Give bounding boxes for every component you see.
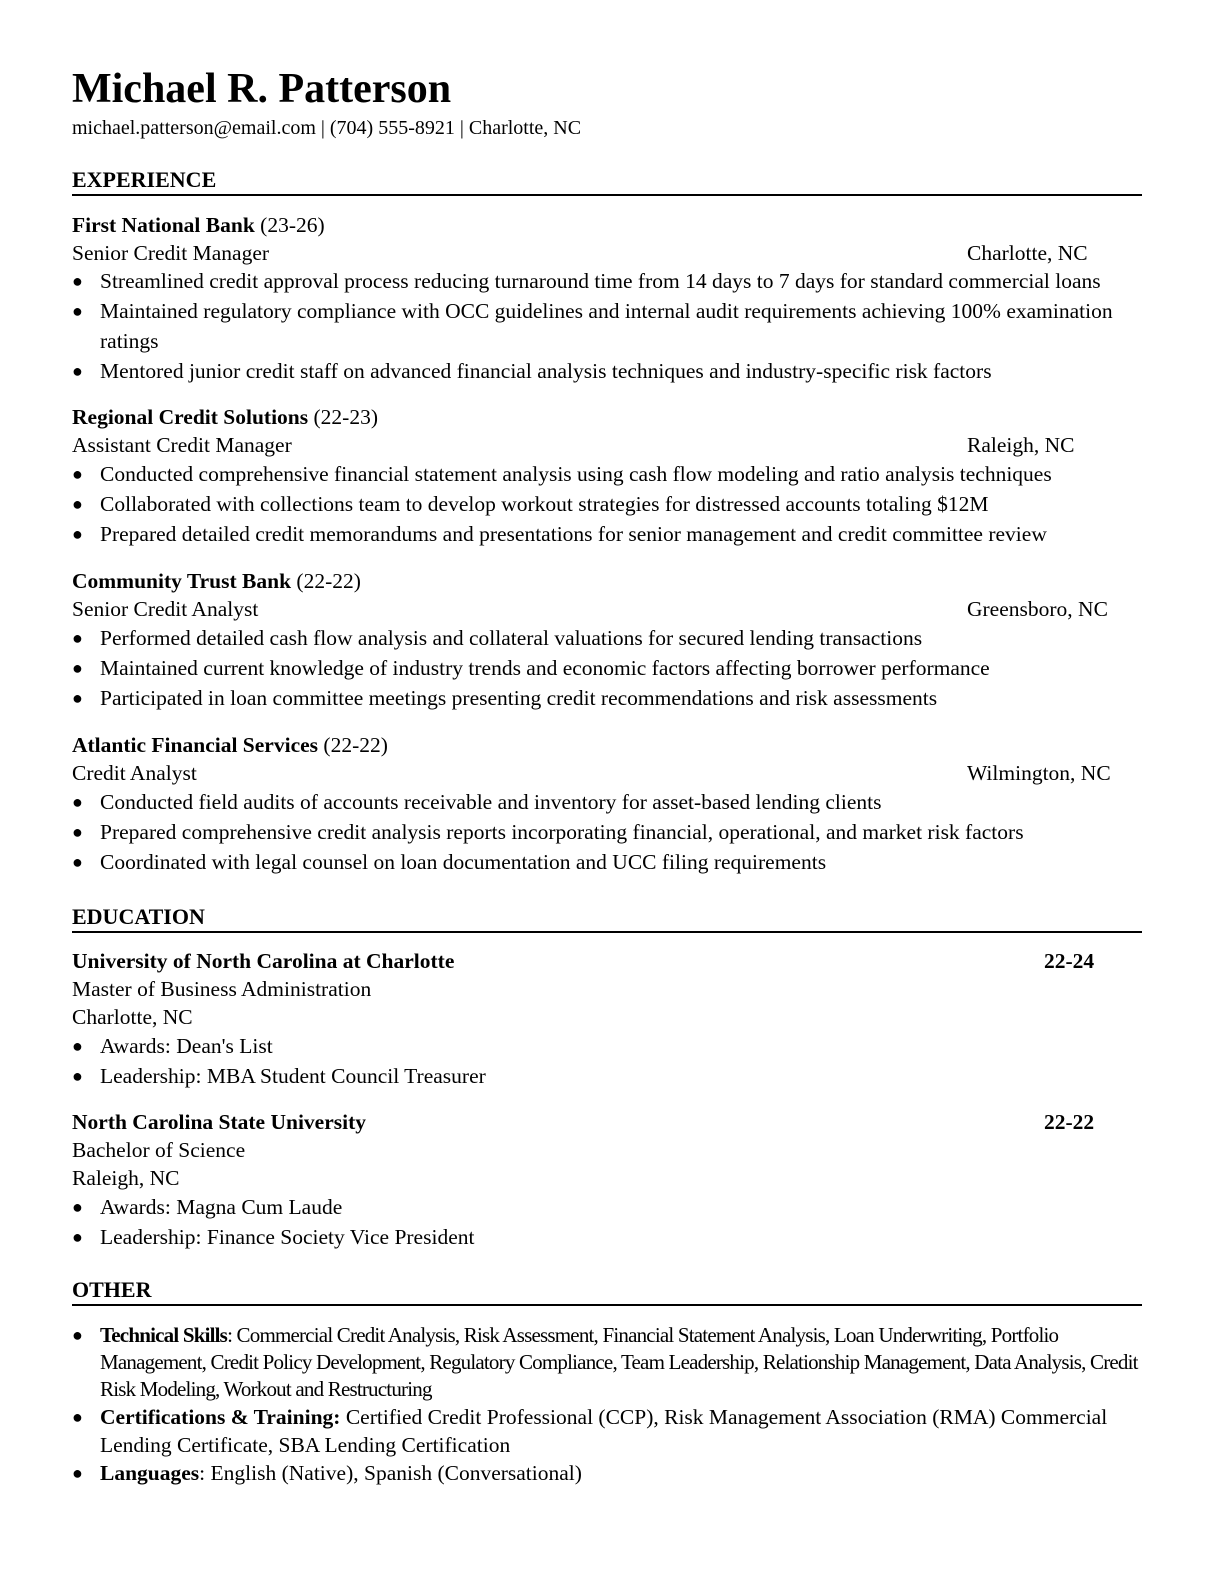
job-org: Atlantic Financial Services — [72, 733, 319, 757]
degree: Master of Business Administration — [72, 977, 372, 1001]
list-item: ● Certifications & Training: Certified Credit Professional (CCP), Risk Management Association (RMA) Commercial Lending Certificate, SBA Lending Certification — [72, 1405, 1108, 1457]
job-bullets — [72, 267, 1142, 386]
job-bullets — [72, 623, 1142, 713]
job-entry — [72, 731, 1142, 877]
education-entry — [72, 947, 1142, 1091]
list-item: ● Prepared comprehensive credit analysis reports incorporating financial, operational, and market risk factors — [72, 817, 1142, 847]
bullet-icon: ● — [72, 852, 83, 872]
bullet-icon: ● — [72, 464, 83, 484]
bullet-icon: ● — [72, 1036, 83, 1056]
contact-line: michael.patterson@email.com | (704) 555-8921 | Charlotte, NC — [72, 117, 582, 139]
list-item: ● Leadership: Finance Society Vice President — [72, 1222, 1142, 1252]
job-dates: (22-22) — [323, 733, 388, 757]
list-item: ● Coordinated with legal counsel on loan documentation and UCC filing requirements — [72, 847, 1142, 877]
resume-page — [72, 62, 1142, 1487]
job-title: Senior Credit Manager — [72, 241, 270, 265]
education-dates: 22-24 — [1044, 949, 1095, 973]
list-item: ● Maintained regulatory compliance with OCC guidelines and internal audit requirements achieving 100% examination ratings — [72, 296, 1142, 356]
bullet-icon: ● — [72, 1463, 83, 1483]
bullet-icon: ● — [72, 1197, 83, 1217]
bullet-icon: ● — [72, 1066, 83, 1086]
job-location: Greensboro, NC — [967, 597, 1108, 621]
education-bullets — [72, 1031, 1142, 1091]
bullet-icon: ● — [72, 822, 83, 842]
list-item: ● Languages: English (Native), Spanish (Conversational) — [72, 1461, 582, 1485]
other-label: Certifications & Training: — [100, 1405, 341, 1429]
job-dates: (22-23) — [313, 405, 378, 429]
job-org: Regional Credit Solutions — [72, 405, 309, 429]
list-item: ● Awards: Magna Cum Laude — [72, 1192, 1142, 1222]
job-dates: (22-22) — [296, 569, 361, 593]
list-item: ● Maintained current knowledge of industry trends and economic factors affecting borrower performance — [72, 653, 1142, 683]
job-title: Senior Credit Analyst — [72, 597, 259, 621]
other-list — [72, 1322, 1142, 1487]
list-item: ● Technical Skills: Commercial Credit Analysis, Risk Assessment, Financial Statement Analysis, Loan Underwriting, Portfolio Management, Credit Policy Development, Regulatory Compliance, Team Leadership, Relationship Management, Data Analysis, Credit Risk Modeling, Workout and Restructuring — [72, 1323, 1138, 1401]
education-bullets — [72, 1192, 1142, 1252]
job-dates: (23-26) — [260, 213, 325, 237]
job-title: Assistant Credit Manager — [72, 433, 292, 457]
school-location: Charlotte, NC — [72, 1005, 193, 1029]
list-item: ● Prepared detailed credit memorandums and presentations for senior management and credit committee review — [72, 519, 1142, 549]
bullet-icon: ● — [72, 361, 83, 381]
job-title: Credit Analyst — [72, 761, 197, 785]
list-item: ● Leadership: MBA Student Council Treasurer — [72, 1061, 1142, 1091]
list-item: ● Mentored junior credit staff on advanced financial analysis techniques and industry-specific risk factors — [72, 356, 1142, 386]
job-org: Community Trust Bank — [72, 569, 292, 593]
list-item: ● Conducted field audits of accounts receivable and inventory for asset-based lending clients — [72, 787, 1142, 817]
bullet-icon: ● — [72, 271, 83, 291]
bullet-icon: ● — [72, 658, 83, 678]
job-location: Raleigh, NC — [967, 433, 1075, 457]
other-label: Technical Skills — [100, 1323, 228, 1347]
job-bullets — [72, 459, 1142, 549]
other-label: Languages — [100, 1461, 200, 1485]
list-item: ● Performed detailed cash flow analysis and collateral valuations for secured lending transactions — [72, 623, 1142, 653]
degree: Bachelor of Science — [72, 1138, 246, 1162]
bullet-icon: ● — [72, 628, 83, 648]
education-heading: EDUCATION — [72, 903, 1142, 933]
bullet-icon: ● — [72, 792, 83, 812]
bullet-icon: ● — [72, 301, 83, 321]
list-item: ● Awards: Dean's List — [72, 1031, 1142, 1061]
list-item: ● Conducted comprehensive financial statement analysis using cash flow modeling and ratio analysis techniques — [72, 459, 1142, 489]
candidate-name: Michael R. Patterson — [72, 66, 452, 112]
school-name: University of North Carolina at Charlotte — [72, 949, 455, 973]
other-heading: OTHER — [72, 1276, 1142, 1306]
bullet-icon: ● — [72, 494, 83, 514]
school-name: North Carolina State University — [72, 1110, 367, 1134]
school-location: Raleigh, NC — [72, 1166, 180, 1190]
job-location: Charlotte, NC — [967, 241, 1088, 265]
job-entry — [72, 403, 1142, 549]
bullet-icon: ● — [72, 524, 83, 544]
job-entry — [72, 211, 1142, 386]
job-entry — [72, 567, 1142, 713]
bullet-icon: ● — [72, 1407, 83, 1427]
experience-heading: EXPERIENCE — [72, 166, 1142, 196]
bullet-icon: ● — [72, 1325, 83, 1345]
job-bullets — [72, 787, 1142, 877]
education-entry — [72, 1108, 1142, 1252]
list-item: ● Collaborated with collections team to develop workout strategies for distressed accounts totaling $12M — [72, 489, 1142, 519]
bullet-icon: ● — [72, 688, 83, 708]
list-item: ● Participated in loan committee meetings presenting credit recommendations and risk assessments — [72, 683, 1142, 713]
education-dates: 22-22 — [1044, 1110, 1095, 1134]
job-location: Wilmington, NC — [967, 761, 1111, 785]
job-org: First National Bank — [72, 213, 255, 237]
list-item: ● Streamlined credit approval process reducing turnaround time from 14 days to 7 days for standard commercial loans — [72, 267, 1142, 296]
bullet-icon: ● — [72, 1227, 83, 1247]
